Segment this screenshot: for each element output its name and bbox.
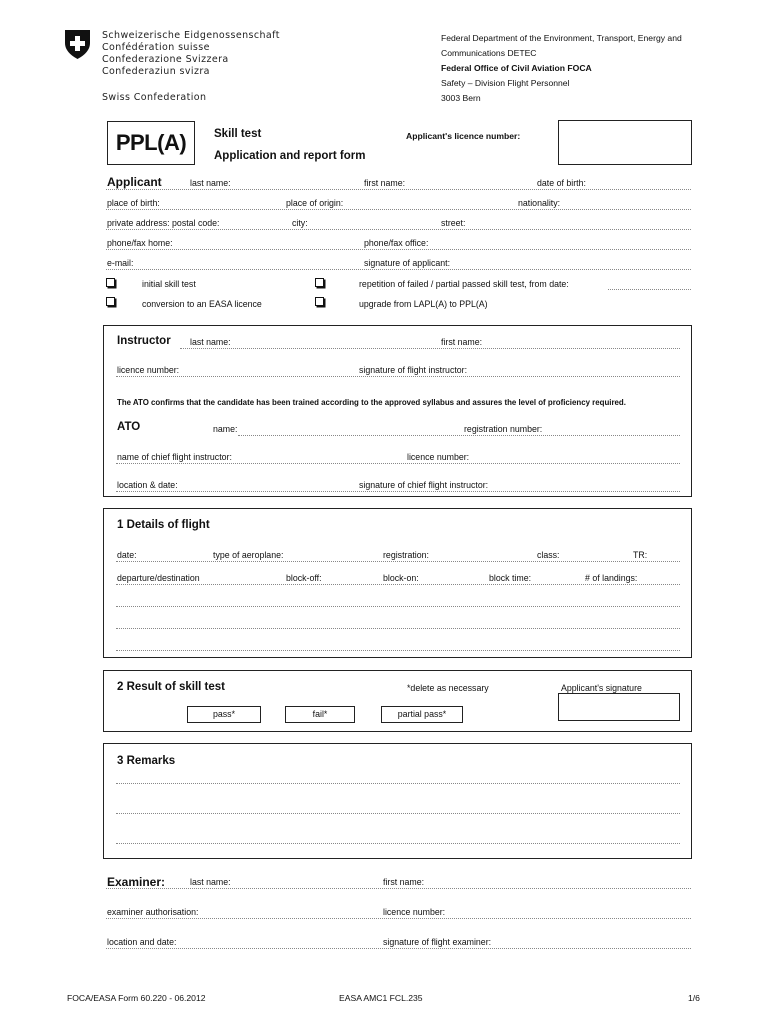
repetition-date-line (608, 289, 691, 290)
confed-line-fr: Confédération suisse (102, 42, 210, 53)
instructor-first-name-label: first name: (441, 337, 483, 347)
private-address-label: private address: postal code: (107, 218, 220, 228)
remarks-heading: 3 Remarks (117, 755, 176, 767)
instructor-heading: Instructor (117, 335, 171, 347)
block-time-label: block time: (489, 573, 532, 583)
applicant-row3-line (106, 229, 691, 230)
result-heading: 2 Result of skill test (117, 681, 226, 693)
ato-registration-label: registration number: (464, 424, 543, 434)
examiner-row3-line (106, 948, 691, 949)
office-address: 3003 Bern (441, 93, 481, 103)
applicant-signature-heading: Applicant's signature (561, 683, 642, 693)
flight-row2-line (116, 584, 680, 585)
city-label: city: (292, 218, 308, 228)
examiner-last-name-label: last name: (190, 877, 231, 887)
applicant-signature-box[interactable] (558, 693, 680, 721)
applicant-last-name-label: last name: (190, 178, 231, 188)
repetition-label: repetition of failed / partial passed skill test, from date: (359, 279, 569, 289)
licence-badge-text: PPL(A) (115, 130, 187, 155)
ato-name-label: name: (213, 424, 238, 434)
phone-office-label: phone/fax office: (364, 238, 429, 248)
examiner-heading: Examiner: (107, 875, 166, 889)
class-label: class: (537, 550, 560, 560)
applicant-row1-line (106, 189, 691, 190)
ato-row2-line (116, 463, 680, 464)
skill-test-title: Skill test (214, 128, 262, 140)
remarks-line-2[interactable] (116, 813, 680, 814)
chief-licence-label: licence number: (407, 452, 470, 462)
conversion-checkbox[interactable] (106, 297, 115, 306)
ato-heading: ATO (117, 421, 141, 433)
remarks-section (103, 743, 692, 859)
division-name: Safety – Division Flight Personnel (441, 78, 570, 88)
registration-label: registration: (383, 550, 429, 560)
examiner-authorisation-label: examiner authorisation: (107, 907, 199, 917)
confed-line-rm: Confederaziun svizra (102, 66, 210, 77)
nationality-label: nationality: (518, 198, 561, 208)
repetition-checkbox[interactable] (315, 278, 324, 287)
email-label: e-mail: (107, 258, 134, 268)
applicant-first-name-label: first name: (364, 178, 406, 188)
confederation-names (102, 30, 280, 78)
instructor-row2-line (116, 376, 680, 377)
examiner-row2-line (106, 918, 691, 919)
pass-option[interactable]: pass* (187, 706, 261, 723)
swiss-coat-of-arms (64, 29, 91, 60)
aeroplane-type-label: type of aeroplane: (213, 550, 284, 560)
place-of-origin-label: place of origin: (286, 198, 344, 208)
remarks-line-3[interactable] (116, 843, 680, 844)
page-number: 1/6 (688, 993, 700, 1003)
confed-line-de: Schweizerische Eidgenossenschaft (102, 30, 280, 41)
upgrade-checkbox[interactable] (315, 297, 324, 306)
applicant-heading: Applicant (107, 175, 162, 189)
applicant-signature-label: signature of applicant: (364, 258, 451, 268)
phone-home-label: phone/fax home: (107, 238, 173, 248)
flight-row4-line (116, 628, 680, 629)
form-reference: EASA AMC1 FCL.235 (339, 993, 423, 1003)
flight-details-heading: 1 Details of flight (117, 519, 210, 531)
office-name: Federal Office of Civil Aviation FOCA (441, 63, 592, 73)
licence-badge (107, 121, 195, 165)
instructor-section (103, 325, 692, 497)
flight-row3-line (116, 606, 680, 607)
authority-block (441, 31, 682, 106)
applicant-row4-line (106, 249, 691, 250)
fail-option[interactable]: fail* (285, 706, 355, 723)
flight-row1-line (116, 561, 680, 562)
licence-number-box[interactable] (558, 120, 692, 165)
chief-instructor-label: name of chief flight instructor: (117, 452, 232, 462)
instructor-licence-label: licence number: (117, 365, 180, 375)
licence-number-label: Applicant's licence number: (406, 131, 521, 141)
initial-skill-test-label: initial skill test (142, 279, 196, 289)
form-title: Application and report form (214, 150, 366, 162)
examiner-row1-line (106, 888, 691, 889)
examiner-signature-label: signature of flight examiner: (383, 937, 492, 947)
ato-row1-line (238, 435, 680, 436)
examiner-licence-label: licence number: (383, 907, 446, 917)
initial-skill-test-checkbox[interactable] (106, 278, 115, 287)
delete-note: *delete as necessary (407, 683, 489, 693)
remarks-line-1[interactable] (116, 783, 680, 784)
instructor-row1-line (180, 348, 680, 349)
block-off-label: block-off: (286, 573, 322, 583)
chief-signature-label: signature of chief flight instructor: (359, 480, 489, 490)
ato-row3-line (116, 491, 680, 492)
partial-pass-option[interactable]: partial pass* (381, 706, 463, 723)
swiss-confederation: Swiss Confederation (102, 92, 207, 103)
confed-line-it: Confederazione Svizzera (102, 54, 229, 65)
applicant-row5-line (106, 269, 691, 270)
block-on-label: block-on: (383, 573, 419, 583)
ato-statement: The ATO confirms that the candidate has been trained according to the approved syllabus and assures the level of proficiency required. (117, 398, 626, 407)
ato-location-date-label: location & date: (117, 480, 178, 490)
dept-line2: Communications DETEC (441, 48, 537, 58)
upgrade-label: upgrade from LAPL(A) to PPL(A) (359, 299, 488, 309)
dept-line1: Federal Department of the Environment, Transport, Energy and (441, 33, 682, 43)
conversion-label: conversion to an EASA licence (142, 299, 262, 309)
instructor-last-name-label: last name: (190, 337, 231, 347)
place-of-birth-label: place of birth: (107, 198, 160, 208)
examiner-location-date-label: location and date: (107, 937, 177, 947)
applicant-row2-line (106, 209, 691, 210)
form-id: FOCA/EASA Form 60.220 - 06.2012 (67, 993, 206, 1003)
tr-label: TR: (633, 550, 648, 560)
swiss-shield-icon (64, 29, 91, 60)
flight-row5-line (116, 650, 680, 651)
street-label: street: (441, 218, 466, 228)
instructor-signature-label: signature of flight instructor: (359, 365, 468, 375)
departure-label: departure/destination (117, 573, 200, 583)
examiner-first-name-label: first name: (383, 877, 425, 887)
landings-label: # of landings: (585, 573, 638, 583)
applicant-dob-label: date of birth: (537, 178, 586, 188)
flight-date-label: date: (117, 550, 137, 560)
